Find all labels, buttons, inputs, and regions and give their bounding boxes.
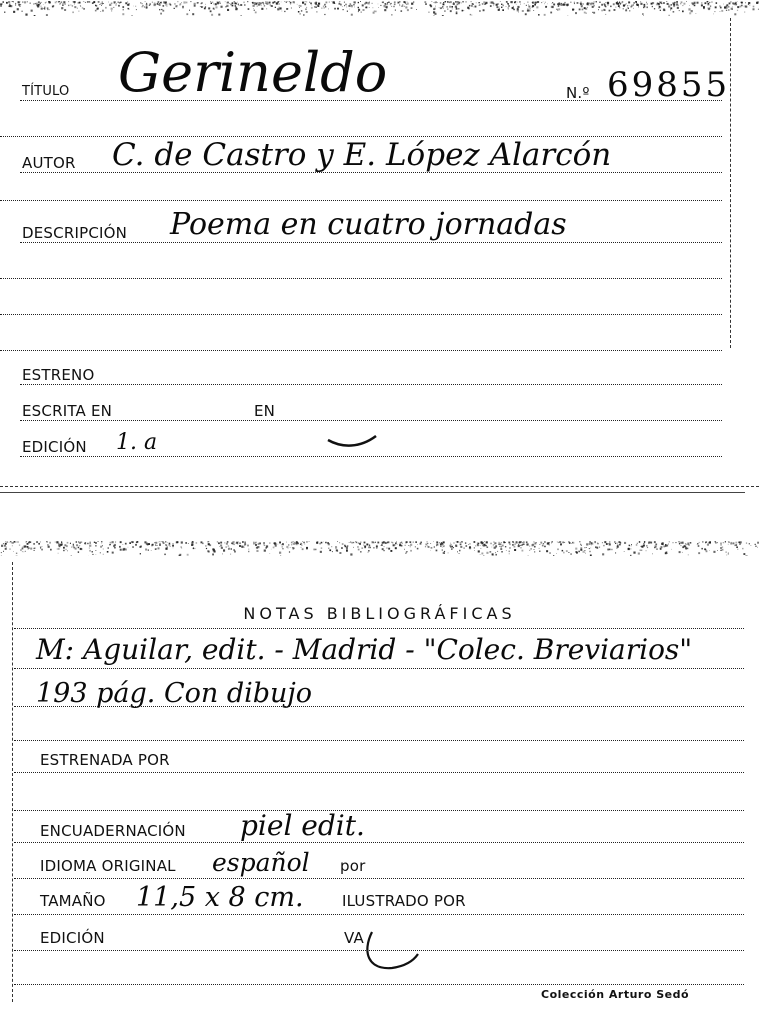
notas-line	[14, 706, 744, 707]
blank-line	[0, 350, 722, 351]
blank-line	[14, 740, 744, 741]
card-separator	[0, 492, 745, 493]
speckled-edge	[0, 540, 759, 556]
estreno-label: ESTRENO	[22, 366, 95, 384]
edicion-label: EDICIÓN	[22, 438, 87, 456]
titulo-label: TÍTULO	[22, 84, 70, 99]
divider-line	[0, 200, 722, 201]
blank-line	[14, 984, 744, 985]
titulo-value: Gerineldo	[118, 41, 388, 104]
catalog-card-back	[0, 540, 759, 1028]
idioma-label: IDIOMA ORIGINAL	[40, 857, 176, 875]
tamano-value: 11,5 x 8 cm.	[136, 882, 304, 913]
estrenada-label: ESTRENADA POR	[40, 751, 170, 769]
escrita-label: ESCRITA EN	[22, 402, 113, 420]
notas-line	[14, 668, 744, 669]
por-label: por	[340, 857, 366, 875]
encuadernacion-line	[14, 842, 744, 843]
notas-title: NOTAS BIBLIOGRÁFICAS	[243, 604, 516, 623]
descripcion-line	[20, 242, 722, 243]
blank-line	[0, 314, 722, 315]
notas-line	[14, 628, 744, 629]
numero-value: 69855	[607, 65, 731, 105]
estrenada-line	[14, 772, 744, 773]
pen-flourish	[326, 430, 378, 450]
left-border	[12, 562, 13, 1002]
escrita-line	[20, 420, 722, 421]
idioma-value: español	[212, 848, 310, 877]
tamano-line	[14, 914, 744, 915]
autor-label: AUTOR	[22, 154, 76, 172]
encuadernacion-value: piel edit.	[240, 809, 365, 842]
edicion-label: EDICIÓN	[40, 929, 105, 947]
en-label: EN	[254, 402, 276, 420]
autor-line	[20, 172, 722, 173]
blank-line	[0, 278, 722, 279]
ilustrado-label: ILUSTRADO POR	[342, 892, 466, 910]
edicion-line	[14, 950, 744, 951]
titulo-line	[20, 100, 722, 101]
collection-credit: Colección Arturo Sedó	[541, 988, 690, 1001]
catalog-card-front	[0, 0, 759, 492]
autor-value: C. de Castro y E. López Alarcón	[112, 137, 612, 173]
blank-line	[14, 810, 744, 811]
numero-label: N.º	[566, 84, 590, 102]
descripcion-value: Poema en cuatro jornadas	[170, 207, 567, 242]
edicion-value: 1. a	[116, 430, 158, 455]
edicion-line	[20, 456, 722, 457]
idioma-line	[14, 878, 744, 879]
speckled-edge	[0, 0, 759, 16]
estreno-line	[20, 384, 722, 385]
notas-line-2: 193 pág. Con dibujo	[36, 678, 313, 709]
tamano-label: TAMAÑO	[40, 892, 106, 910]
descripcion-label: DESCRIPCIÓN	[22, 224, 128, 242]
pen-flourish	[362, 930, 422, 978]
encuadernacion-label: ENCUADERNACIÓN	[40, 822, 186, 840]
card-bottom-edge	[0, 486, 759, 487]
notas-line-1: M: Aguilar, edit. - Madrid - "Colec. Breviarios"	[36, 633, 693, 666]
va-label: VA	[344, 929, 364, 947]
